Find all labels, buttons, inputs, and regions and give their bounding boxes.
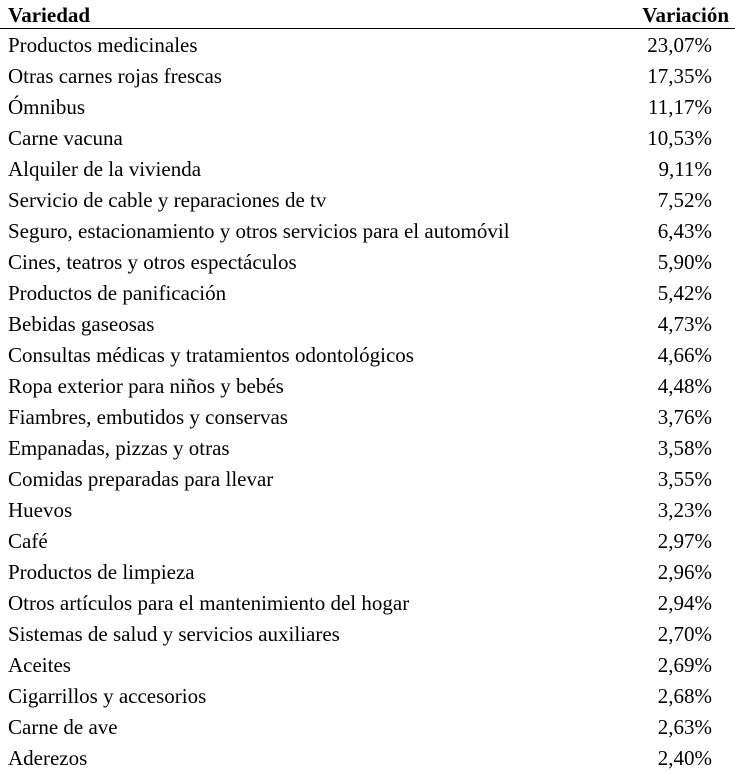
table-row (0, 618, 735, 649)
table-row (0, 308, 735, 339)
row-variacion: 5,42% (657, 281, 712, 305)
row-variedad: Productos de panificación (8, 281, 227, 305)
table-row (0, 556, 735, 587)
row-variedad: Productos de limpieza (8, 560, 195, 584)
table-row (0, 91, 735, 122)
row-variedad: Ómnibus (8, 95, 86, 119)
row-variedad: Otras carnes rojas frescas (8, 64, 222, 88)
row-variacion: 3,23% (657, 498, 712, 522)
row-variacion: 17,35% (647, 64, 712, 88)
table-row (0, 587, 735, 618)
row-variacion: 2,63% (657, 715, 712, 739)
row-variacion: 3,55% (657, 467, 712, 491)
row-variacion: 5,90% (657, 250, 712, 274)
row-variedad: Carne vacuna (8, 126, 123, 150)
row-variacion: 10,53% (647, 126, 712, 150)
row-variedad: Cines, teatros y otros espectáculos (8, 250, 297, 274)
row-variedad: Bebidas gaseosas (8, 312, 155, 336)
row-variedad: Seguro, estacionamiento y otros servicios para el automóvil (8, 219, 510, 243)
row-variacion: 2,69% (657, 653, 712, 677)
row-variacion: 7,52% (657, 188, 712, 212)
row-variedad: Consultas médicas y tratamientos odontológicos (8, 343, 414, 367)
row-variacion: 23,07% (647, 33, 712, 57)
table-row (0, 184, 735, 215)
table-row (0, 370, 735, 401)
table-row (0, 680, 735, 711)
row-variacion: 2,97% (657, 529, 712, 553)
row-variedad: Ropa exterior para niños y bebés (8, 374, 284, 398)
row-variedad: Aderezos (8, 746, 88, 770)
row-variacion: 2,94% (657, 591, 712, 615)
row-variacion: 2,68% (657, 684, 712, 708)
row-variedad: Cigarrillos y accesorios (8, 684, 207, 708)
row-variacion: 3,58% (657, 436, 712, 460)
table-row (0, 60, 735, 91)
table-row (0, 525, 735, 556)
row-variacion: 3,76% (657, 405, 712, 429)
row-variedad: Huevos (8, 498, 73, 522)
table-row (0, 463, 735, 494)
table-row (0, 215, 735, 246)
table-row (0, 153, 735, 184)
row-variacion: 4,73% (657, 312, 712, 336)
table-row (0, 432, 735, 463)
table-row (0, 246, 735, 277)
row-variedad: Carne de ave (8, 715, 118, 739)
row-variacion: 2,70% (657, 622, 712, 646)
table-row (0, 339, 735, 370)
table-row (0, 29, 735, 60)
row-variedad: Sistemas de salud y servicios auxiliares (8, 622, 340, 646)
row-variedad: Café (8, 529, 48, 553)
row-variedad: Alquiler de la vivienda (8, 157, 202, 181)
row-variedad: Productos medicinales (8, 33, 198, 57)
row-variacion: 6,43% (657, 219, 712, 243)
row-variacion: 2,40% (657, 746, 712, 770)
table-header-row (0, 0, 735, 29)
table-row (0, 122, 735, 153)
table-row (0, 649, 735, 680)
row-variedad: Empanadas, pizzas y otras (8, 436, 230, 460)
row-variedad: Servicio de cable y reparaciones de tv (8, 188, 327, 212)
row-variacion: 9,11% (658, 157, 712, 181)
table-row (0, 711, 735, 742)
table-body (0, 29, 735, 773)
table-row (0, 494, 735, 525)
row-variedad: Fiambres, embutidos y conservas (8, 405, 288, 429)
row-variedad: Aceites (8, 653, 71, 677)
row-variacion: 11,17% (648, 95, 712, 119)
row-variacion: 4,66% (657, 343, 712, 367)
table-row (0, 401, 735, 432)
table-row (0, 742, 735, 773)
header-variedad: Variedad (8, 3, 91, 27)
row-variedad: Comidas preparadas para llevar (8, 467, 274, 491)
row-variacion: 2,96% (657, 560, 712, 584)
row-variacion: 4,48% (657, 374, 712, 398)
table-row (0, 277, 735, 308)
row-variedad: Otros artículos para el mantenimiento del hogar (8, 591, 410, 615)
header-variacion: Variación (642, 3, 729, 27)
